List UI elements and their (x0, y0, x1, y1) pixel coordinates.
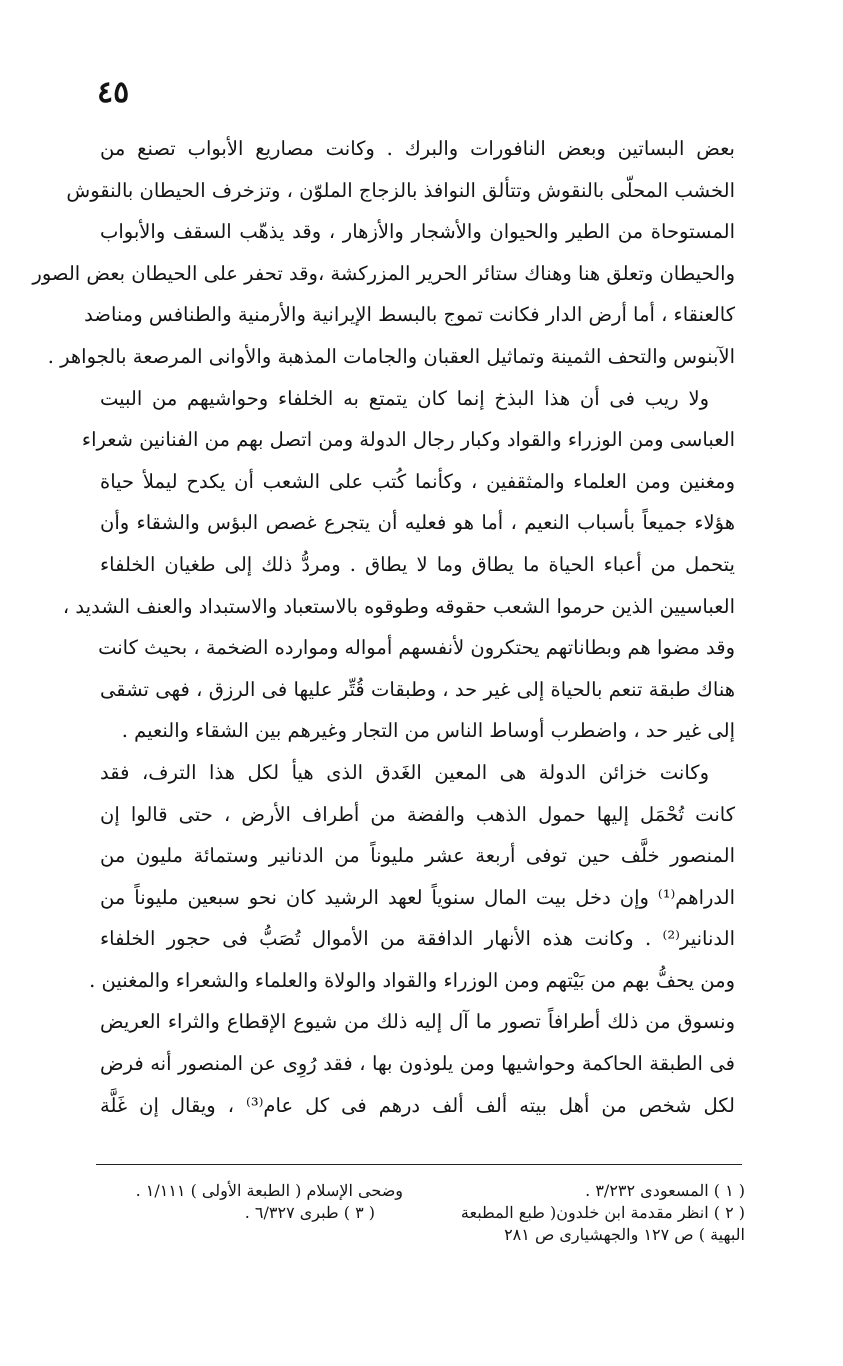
text-line: وكانت خزائن الدولة هى المعين الغَدق الذى هيأ لكل هذا الترف، فقد (100, 760, 709, 784)
page-number: ٤٥ (97, 75, 130, 110)
text-line: ونسوق من ذلك أطرافاً تصور ما آل إليه ذلك من شيوع الإقطاع والثراء العريض (100, 1010, 735, 1034)
text-line: العباسى ومن الوزراء والقواد وكبار رجال الدولة ومن اتصل بهم من الفنانين شعراء (81, 428, 735, 452)
footnote-2-continued: البهية ) ص ١٢٧ والجهشيارى ص ٢٨١ (504, 1225, 745, 1244)
text-line: هناك طبقة تنعم بالحياة إلى غير حد ، وطبقات قُتِّر عليها فى الرزق ، فهى تشقى (100, 677, 735, 701)
footnote-2-tail: وضحى الإسلام ( الطبعة الأولى ) ١/١١١ . (135, 1181, 403, 1200)
text-line: ومغنين ومن العلماء والمثقفين ، وكأنما كُتب على الشعب أن يكدح ليملأ حياة (100, 469, 735, 493)
text-line: الدراهم⁽¹⁾ وإن دخل بيت المال سنوياً لعهد الرشيد كان نحو سبعين مليوناً من (100, 885, 735, 909)
text-line: كالعنقاء ، أما أرض الدار فكانت تموج بالبسط الإيرانية والأرمنية والطنافس ومناضد (84, 303, 735, 327)
text-line: هؤلاء جميعاً بأسباب النعيم ، أما هو فعليه أن يتجرع غصص البؤس والشقاء وأن (100, 511, 735, 535)
text-line: الخشب المحلّى بالنقوش وتتألق النوافذ بالزجاج الملوّن ، وتزخرف الحيطان بالنقوش (66, 178, 735, 202)
text-line: إلى غير حد ، واضطرب أوساط الناس من التجار وغيرهم بين الشقاء والنعيم . (121, 719, 735, 743)
footnote-3: ( ٣ ) طبرى ٦/٣٢٧ . (244, 1203, 375, 1222)
text-line: وقد مضوا هم وبطاناتهم يحتكرون لأنفسهم أمواله وموارده الضخمة ، بحيث كانت (98, 636, 735, 660)
footnote-2: ( ٢ ) انظر مقدمة ابن خلدون( طبع المطبعة (460, 1203, 745, 1222)
text-line: ومن يحفُّ بهم من بَيْتهم ومن الوزراء والقواد والولاة والعلماء والشعراء والمغنين . (89, 968, 735, 992)
footnotes-right-column (415, 1180, 745, 1246)
text-line: الآبنوس والتحف الثمينة وتماثيل العقبان والجامات المذهبة والأوانى المرصعة بالجواهر . (47, 344, 735, 368)
text-line: والحيطان وتعلق هنا وهناك ستائر الحرير المزركشة ،وقد تحفر على الحيطان بعض الصور (32, 261, 735, 285)
text-line: فى الطبقة الحاكمة وحواشيها ومن يلوذون بها ، فقد رُوِى عن المنصور أنه فرض (100, 1052, 735, 1076)
text-line: ولا ريب فى أن هذا البذخ إنما كان يتمتع به الخلفاء وحواشيهم من البيت (100, 386, 709, 410)
text-line: يتحمل من أعباء الحياة ما يطاق وما لا يطاق . ومردُّ ذلك إلى طغيان الخلفاء (100, 552, 735, 576)
text-line: المستوحاة من الطير والحيوان والأشجار والأزهار ، وقد يذهّب السقف والأبواب (100, 220, 735, 244)
body-text (32, 128, 736, 1126)
text-line: الدنانير⁽²⁾ . وكانت هذه الأنهار الدافقة من الأموال تُصَبُّ فى حجور الخلفاء (100, 927, 735, 951)
footnote-1: ( ١ ) المسعودى ٣/٢٣٢ . (585, 1181, 745, 1200)
footnotes-left-column (83, 1180, 403, 1224)
text-line: لكل شخص من أهل بيته ألف ألف درهم فى كل عام⁽³⁾ ، ويقال إن غَلَّة (100, 1093, 736, 1117)
text-line: بعض البساتين وبعض النافورات والبرك . وكانت مصاريع الأبواب تصنع من (100, 137, 735, 160)
footnote-divider (96, 1164, 742, 1165)
text-line: كانت تُحْمَل إليها حمول الذهب والفضة من أطراف الأرض ، حتى قالوا إن (100, 802, 735, 826)
text-line: المنصور خلَّف حين توفى أربعة عشر مليوناً من الدنانير وستمائة مليون من (100, 844, 735, 868)
text-line: العباسيين الذين حرموا الشعب حقوقه وطوقوه بالاستعباد والاستبداد والعنف الشديد ، (62, 594, 735, 618)
